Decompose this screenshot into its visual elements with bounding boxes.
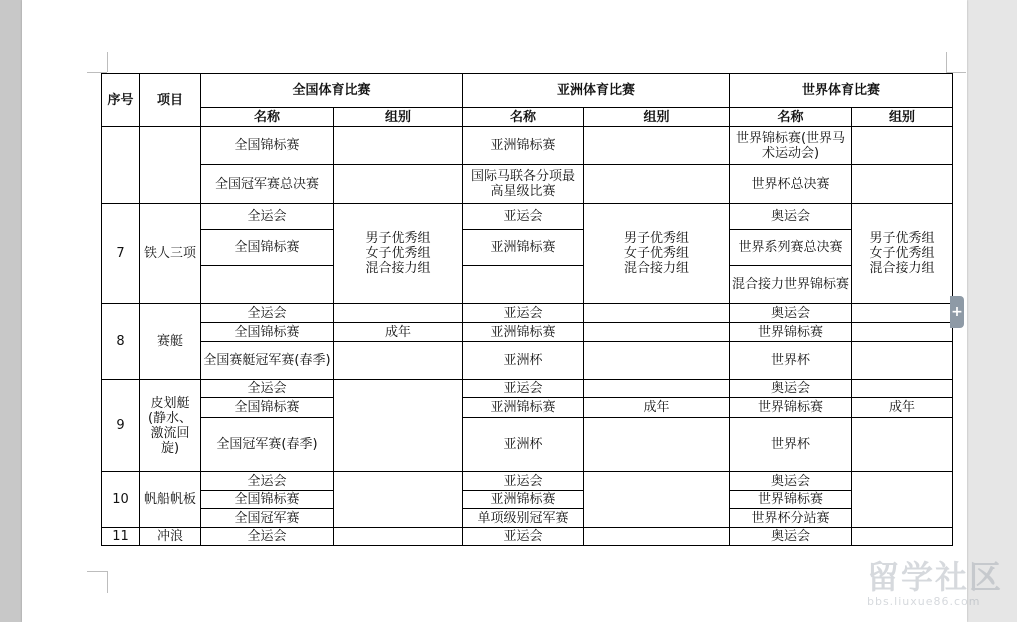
crop-mark-bottom-left-v xyxy=(107,571,108,593)
item-cell: 帆船帆板 xyxy=(140,472,201,528)
asia-group-cell: 成年 xyxy=(584,398,730,418)
world-name-cell: 世界锦标赛 xyxy=(730,398,852,418)
world-group-cell: 男子优秀组 女子优秀组 混合接力组 xyxy=(852,204,953,304)
world-group-cell xyxy=(852,165,953,204)
seq-cell: 10 xyxy=(102,472,140,528)
header-item: 项目 xyxy=(140,74,201,127)
asia-group-cell xyxy=(584,528,730,546)
header-asia: 亚洲体育比赛 xyxy=(463,74,730,108)
watermark-title: 留学社区 xyxy=(866,558,1003,596)
asia-group-cell xyxy=(584,165,730,204)
nat-name-cell: 全国冠军赛总决赛 xyxy=(201,165,334,204)
nat-name-cell: 全国锦标赛 xyxy=(201,398,334,418)
world-name-cell: 世界锦标赛(世界马术运动会) xyxy=(730,127,852,165)
nat-group-cell xyxy=(334,528,463,546)
item-cell: 冲浪 xyxy=(140,528,201,546)
nat-group-cell xyxy=(334,304,463,323)
world-group-cell xyxy=(852,472,953,528)
nat-name-cell: 全国锦标赛 xyxy=(201,127,334,165)
asia-name-cell: 亚洲锦标赛 xyxy=(463,230,584,266)
asia-name-cell: 亚洲锦标赛 xyxy=(463,398,584,418)
asia-group-cell xyxy=(584,304,730,323)
nat-group-cell xyxy=(334,342,463,380)
watermark-url: bbs.liuxue86.com xyxy=(866,595,981,608)
competition-table xyxy=(101,73,953,546)
nat-name-cell: 全国锦标赛 xyxy=(201,230,334,266)
left-margin-strip xyxy=(0,0,22,622)
asia-group-cell xyxy=(584,472,730,528)
seq-cell xyxy=(102,127,140,204)
item-cell: 皮划艇(静水、激流回旋) xyxy=(140,380,201,472)
asia-name-cell: 国际马联各分项最高星级比赛 xyxy=(463,165,584,204)
seq-cell: 8 xyxy=(102,304,140,380)
header-name: 名称 xyxy=(463,108,584,127)
world-name-cell: 世界杯总决赛 xyxy=(730,165,852,204)
watermark-logo xyxy=(867,559,1003,608)
crop-mark-bottom-left-h xyxy=(87,571,107,572)
document-page xyxy=(22,0,967,622)
world-name-cell: 世界锦标赛 xyxy=(730,323,852,342)
nat-name-cell xyxy=(201,266,334,304)
nat-name-cell: 全运会 xyxy=(201,304,334,323)
asia-name-cell: 亚运会 xyxy=(463,528,584,546)
item-cell xyxy=(140,127,201,204)
world-name-cell: 世界锦标赛 xyxy=(730,491,852,509)
nat-name-cell: 全国锦标赛 xyxy=(201,323,334,342)
asia-name-cell: 亚洲锦标赛 xyxy=(463,491,584,509)
nat-name-cell: 全国冠军赛 xyxy=(201,509,334,528)
seq-cell: 7 xyxy=(102,204,140,304)
asia-name-cell: 亚洲杯 xyxy=(463,342,584,380)
nat-group-cell: 男子优秀组 女子优秀组 混合接力组 xyxy=(334,204,463,304)
asia-group-cell xyxy=(584,380,730,398)
nat-name-cell: 全国锦标赛 xyxy=(201,491,334,509)
header-world: 世界体育比赛 xyxy=(730,74,953,108)
nat-name-cell: 全运会 xyxy=(201,380,334,398)
asia-name-cell: 亚运会 xyxy=(463,380,584,398)
crop-mark-top-left-v xyxy=(107,52,108,72)
asia-name-cell: 亚运会 xyxy=(463,204,584,230)
nat-group-cell xyxy=(334,472,463,528)
header-name: 名称 xyxy=(730,108,852,127)
asia-name-cell: 单项级别冠军赛 xyxy=(463,509,584,528)
seq-cell: 11 xyxy=(102,528,140,546)
nat-name-cell: 全运会 xyxy=(201,528,334,546)
world-group-cell xyxy=(852,304,953,323)
asia-group-cell xyxy=(584,127,730,165)
asia-name-cell: 亚洲锦标赛 xyxy=(463,127,584,165)
nat-group-cell xyxy=(334,380,463,472)
world-group-cell xyxy=(852,380,953,398)
expand-side-tab[interactable]: + xyxy=(950,296,964,328)
asia-name-cell xyxy=(463,266,584,304)
world-name-cell: 奥运会 xyxy=(730,204,852,230)
header-name: 名称 xyxy=(201,108,334,127)
world-group-cell xyxy=(852,127,953,165)
header-seq: 序号 xyxy=(102,74,140,127)
nat-name-cell: 全运会 xyxy=(201,204,334,230)
asia-name-cell: 亚运会 xyxy=(463,304,584,323)
world-name-cell: 混合接力世界锦标赛 xyxy=(730,266,852,304)
asia-group-cell xyxy=(584,323,730,342)
world-name-cell: 奥运会 xyxy=(730,380,852,398)
nat-name-cell: 全国赛艇冠军赛(春季) xyxy=(201,342,334,380)
world-name-cell: 世界杯分站赛 xyxy=(730,509,852,528)
world-name-cell: 世界杯 xyxy=(730,342,852,380)
world-group-cell: 成年 xyxy=(852,398,953,418)
world-group-cell xyxy=(852,342,953,380)
asia-name-cell: 亚洲杯 xyxy=(463,418,584,472)
header-group: 组别 xyxy=(852,108,953,127)
header-group: 组别 xyxy=(334,108,463,127)
world-name-cell: 奥运会 xyxy=(730,528,852,546)
nat-name-cell: 全运会 xyxy=(201,472,334,491)
world-name-cell: 世界系列赛总决赛 xyxy=(730,230,852,266)
world-group-cell xyxy=(852,418,953,472)
world-name-cell: 世界杯 xyxy=(730,418,852,472)
world-group-cell xyxy=(852,528,953,546)
nat-name-cell: 全国冠军赛(春季) xyxy=(201,418,334,472)
nat-group-cell xyxy=(334,127,463,165)
seq-cell: 9 xyxy=(102,380,140,472)
header-group: 组别 xyxy=(584,108,730,127)
asia-name-cell: 亚运会 xyxy=(463,472,584,491)
asia-name-cell: 亚洲锦标赛 xyxy=(463,323,584,342)
item-cell: 铁人三项 xyxy=(140,204,201,304)
world-name-cell: 奥运会 xyxy=(730,304,852,323)
crop-mark-top-right-v xyxy=(946,52,947,72)
header-national: 全国体育比赛 xyxy=(201,74,463,108)
asia-group-cell: 男子优秀组 女子优秀组 混合接力组 xyxy=(584,204,730,304)
nat-group-cell: 成年 xyxy=(334,323,463,342)
asia-group-cell xyxy=(584,342,730,380)
item-cell: 赛艇 xyxy=(140,304,201,380)
world-group-cell xyxy=(852,323,953,342)
asia-group-cell xyxy=(584,418,730,472)
world-name-cell: 奥运会 xyxy=(730,472,852,491)
nat-group-cell xyxy=(334,165,463,204)
